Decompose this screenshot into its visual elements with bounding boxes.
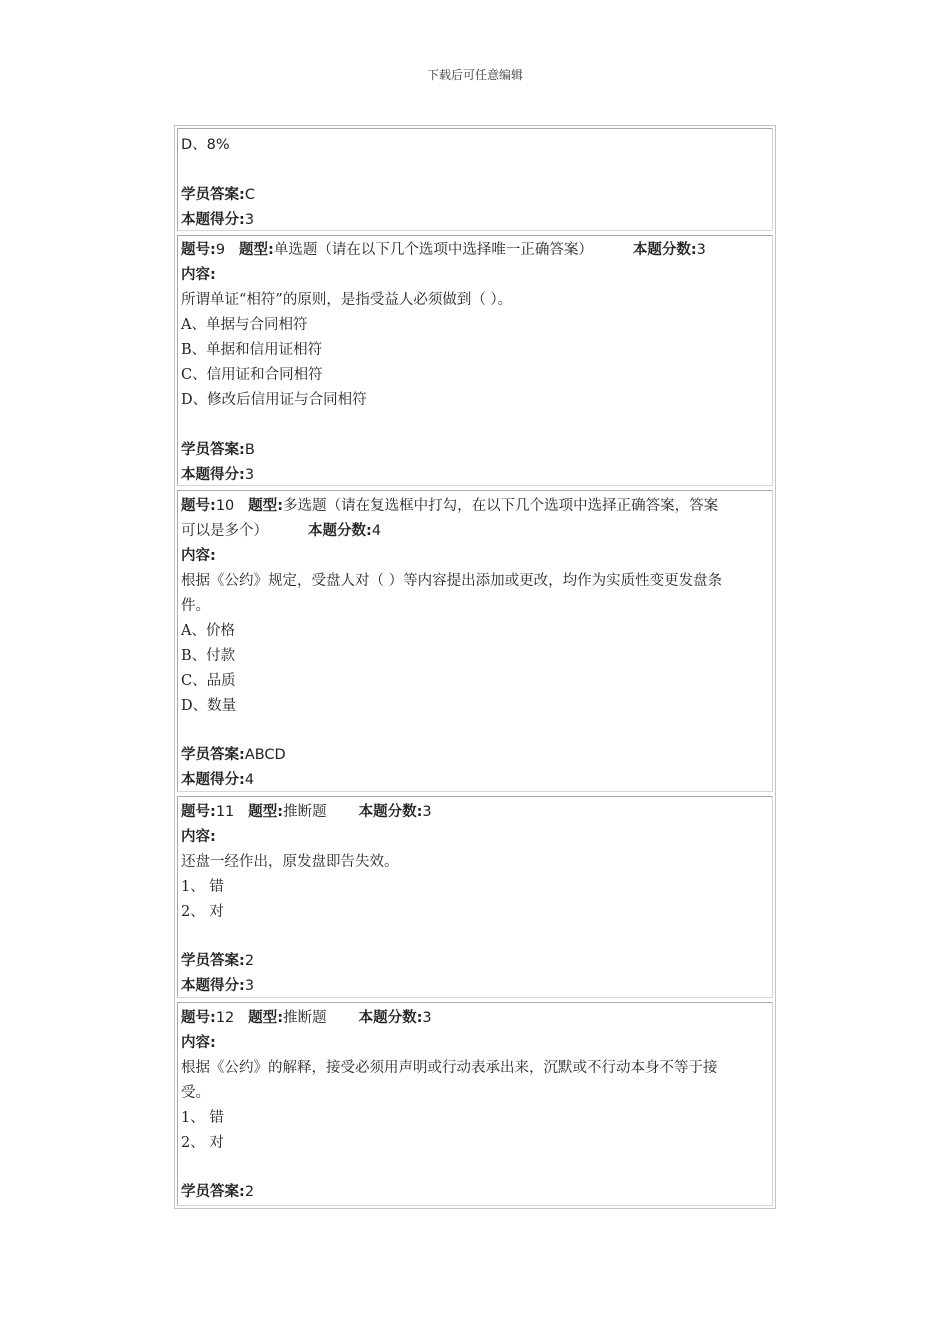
q11-answer-row <box>181 951 254 971</box>
q10-type-line2: 可以是多个） <box>181 523 268 539</box>
score-label: 本题分数: <box>358 804 423 820</box>
q12-option-1: 1、 错 <box>181 1110 224 1126</box>
q12-num: 12 <box>215 1010 235 1026</box>
q8-got-row <box>181 210 254 230</box>
q12-answer-row <box>181 1182 254 1202</box>
q9-option-d: D、修改后信用证与合同相符 <box>181 392 367 408</box>
q9-option-a: A、单据与合同相符 <box>181 317 308 333</box>
q10-option-d: D、数量 <box>181 698 237 714</box>
content-label: 内容: <box>181 829 216 845</box>
q11-got: 3 <box>244 978 255 994</box>
q12-answer: 2 <box>244 1184 255 1200</box>
q11-option-1: 1、 错 <box>181 879 224 895</box>
q11-num: 11 <box>215 804 235 820</box>
q11-answer: 2 <box>244 953 255 969</box>
q10-type-line1: 多选题（请在复选框中打勾，在以下几个选项中选择正确答案，答案 <box>283 498 719 514</box>
question-11-cell <box>177 796 773 998</box>
page-header: 下载后可任意编辑 <box>426 68 523 82</box>
answer-label: 学员答案: <box>181 747 245 763</box>
question-table <box>174 125 776 1209</box>
q10-header-row <box>181 496 718 516</box>
got-label: 本题得分: <box>181 212 245 228</box>
q9-type: 单选题（请在以下几个选项中选择唯一正确答案） <box>273 242 593 258</box>
q11-score: 3 <box>422 804 432 820</box>
got-label: 本题得分: <box>181 772 245 788</box>
q10-got: 4 <box>244 772 255 788</box>
q9-option-c: C、信用证和合同相符 <box>181 367 323 383</box>
q12-header-row <box>181 1008 432 1028</box>
q10-answer-row <box>181 745 286 765</box>
answer-label: 学员答案: <box>181 442 245 458</box>
qtype-label: 题型: <box>248 1010 284 1026</box>
score-label: 本题分数: <box>632 242 697 258</box>
q9-got-row <box>181 465 254 485</box>
q11-text: 还盘一经作出，原发盘即告失效。 <box>181 854 399 870</box>
qtype-label: 题型: <box>239 242 274 258</box>
q9-header-row <box>181 240 706 260</box>
q8-answer-row <box>181 185 255 205</box>
got-label: 本题得分: <box>181 978 245 994</box>
q8-option-d: D、8% <box>181 137 230 153</box>
q12-text-line1: 根据《公约》的解释，接受必须用声明或行动表承出来，沉默或不行动本身不等于接 <box>181 1060 718 1076</box>
q12-type: 推断题 <box>283 1010 327 1026</box>
q12-score: 3 <box>422 1010 432 1026</box>
q8-answer: C <box>244 187 255 203</box>
question-12-cell <box>177 1002 773 1206</box>
answer-label: 学员答案: <box>181 1184 245 1200</box>
qtype-label: 题型: <box>248 804 284 820</box>
qnum-label: 题号: <box>181 804 216 820</box>
qtype-label: 题型: <box>248 498 284 514</box>
q11-option-2: 2、 对 <box>181 904 224 920</box>
q10-option-a: A、价格 <box>181 623 235 639</box>
q11-type: 推断题 <box>283 804 327 820</box>
q8-got: 3 <box>244 212 255 228</box>
q9-answer: B <box>244 442 255 458</box>
q9-got: 3 <box>244 467 255 483</box>
q10-header-row2 <box>181 521 381 541</box>
q9-score: 3 <box>696 242 706 258</box>
q10-got-row <box>181 770 254 790</box>
score-label: 本题分数: <box>308 523 372 539</box>
q10-answer: ABCD <box>244 747 286 763</box>
q9-answer-row <box>181 440 255 460</box>
q11-got-row <box>181 976 254 996</box>
q10-option-b: B、付款 <box>181 648 236 664</box>
q10-text-line1: 根据《公约》规定，受盘人对（ ）等内容提出添加或更改，均作为实质性变更发盘条 <box>181 573 723 589</box>
q9-text: 所谓单证“相符”的原则，是指受益人必须做到（ ）。 <box>181 292 513 308</box>
answer-label: 学员答案: <box>181 953 245 969</box>
q10-option-c: C、品质 <box>181 673 236 689</box>
q9-num: 9 <box>215 242 226 258</box>
question-9-cell <box>177 235 773 486</box>
q11-header-row <box>181 802 432 822</box>
q10-score: 4 <box>371 523 382 539</box>
q10-num: 10 <box>215 498 235 514</box>
q12-option-2: 2、 对 <box>181 1135 224 1151</box>
score-label: 本题分数: <box>358 1010 423 1026</box>
got-label: 本题得分: <box>181 467 245 483</box>
question-10-cell <box>177 490 773 792</box>
answer-label: 学员答案: <box>181 187 245 203</box>
question-8-cell <box>177 128 773 231</box>
qnum-label: 题号: <box>181 242 216 258</box>
qnum-label: 题号: <box>181 1010 216 1026</box>
qnum-label: 题号: <box>181 498 216 514</box>
q9-option-b: B、单据和信用证相符 <box>181 342 323 358</box>
q12-text-line2: 受。 <box>181 1085 210 1101</box>
content-label: 内容: <box>181 1035 216 1051</box>
q10-text-line2: 件。 <box>181 598 210 614</box>
content-label: 内容: <box>181 267 216 283</box>
content-label: 内容: <box>181 548 216 564</box>
